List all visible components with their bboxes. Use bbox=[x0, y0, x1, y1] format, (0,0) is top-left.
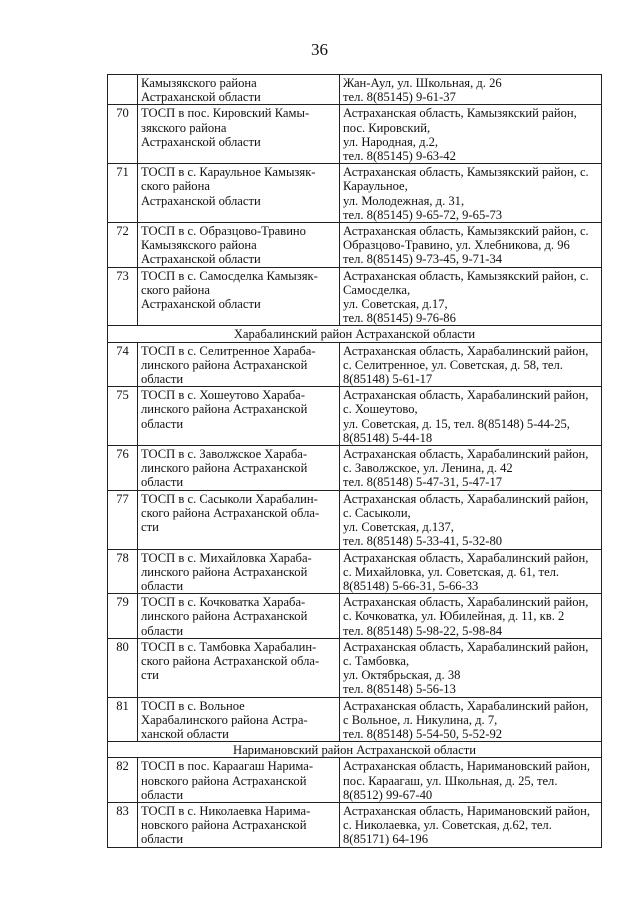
table-row bbox=[108, 594, 602, 639]
row-number: 80 bbox=[108, 638, 138, 697]
office-name-line: ханской области bbox=[141, 726, 229, 741]
office-address-line: ул. Советская, д.17, bbox=[343, 297, 448, 312]
office-address-line: с. Заволжское, ул. Ленина, д. 42 bbox=[343, 461, 513, 476]
office-name-line: Астраханской области bbox=[141, 297, 261, 312]
office-address-line: пос. Караагаш, ул. Школьная, д. 25, тел. bbox=[343, 773, 558, 788]
office-name-line: Астраханской области bbox=[141, 90, 261, 105]
row-number: 74 bbox=[108, 342, 138, 387]
table-row bbox=[108, 758, 602, 803]
office-address-line: тел. 8(85148) 5-56-13 bbox=[343, 682, 456, 697]
office-address-line: с. Селитренное, ул. Советская, д. 58, тел. bbox=[343, 357, 563, 372]
office-address-line: ул. Молодежная, д. 31, bbox=[343, 193, 465, 208]
office-address-line: ул. Народная, д.2, bbox=[343, 134, 439, 149]
table-row bbox=[108, 446, 602, 491]
office-name-line: ТОСП в с. Заволжское Хараба- bbox=[141, 447, 308, 462]
row-number bbox=[108, 75, 138, 105]
office-name-line: новского района Астраханской bbox=[141, 818, 307, 833]
office-address-line: 8(85171) 64-196 bbox=[343, 832, 428, 847]
office-address-line: ул. Советская, д. 15, тел. 8(85148) 5-44-25, bbox=[343, 416, 570, 431]
office-address-line: тел. 8(85145) 9-63-42 bbox=[343, 149, 456, 164]
office-name-line: линского района Астраханской bbox=[141, 461, 308, 476]
office-name-line: ского района bbox=[141, 282, 210, 297]
office-address-line: 8(85148) 5-61-17 bbox=[343, 372, 433, 387]
office-address-line: тел. 8(85145) 9-76-86 bbox=[343, 311, 456, 326]
office-name-cell bbox=[138, 387, 340, 446]
office-name-line: Харабалинского района Астра- bbox=[141, 712, 308, 727]
office-name-line: линского района Астраханской bbox=[141, 609, 308, 624]
office-name-line: области bbox=[141, 832, 184, 847]
office-name-line: новского района Астраханской bbox=[141, 773, 307, 788]
office-name-line: Астраханской области bbox=[141, 252, 261, 267]
table-row bbox=[108, 490, 602, 549]
row-number: 82 bbox=[108, 758, 138, 803]
office-name-line: ТОСП в с. Тамбовка Харабалин- bbox=[141, 639, 317, 654]
office-address-line: Астраханская область, Наримановский район, bbox=[343, 803, 591, 818]
office-address-line: Астраханская область, Харабалинский район, bbox=[343, 491, 589, 506]
table-row bbox=[108, 638, 602, 697]
office-address-line: Астраханская область, Харабалинский район, bbox=[343, 343, 589, 358]
office-address-line: 8(8512) 99-67-40 bbox=[343, 787, 433, 802]
office-address-line: ул. Советская, д.137, bbox=[343, 520, 454, 535]
office-address-line: тел. 8(85148) 5-47-31, 5-47-17 bbox=[343, 475, 503, 490]
office-name-line: ТОСП в пос. Караагаш Нарима- bbox=[141, 759, 314, 774]
office-address-cell bbox=[340, 549, 602, 594]
office-name-line: ского района Астраханской обла- bbox=[141, 653, 320, 668]
office-address-line: Астраханская область, Харабалинский район, bbox=[343, 595, 589, 610]
office-address-line: Астраханская область, Харабалинский район, bbox=[343, 698, 589, 713]
office-address-line: Астраханская область, Харабалинский район, bbox=[343, 550, 589, 565]
row-number: 78 bbox=[108, 549, 138, 594]
table-row bbox=[108, 164, 602, 223]
office-address-line: Астраханская область, Камызякский район, с. bbox=[343, 224, 589, 239]
table-row bbox=[108, 387, 602, 446]
office-name-line: ТОСП в с. Самосделка Камызяк- bbox=[141, 268, 318, 283]
office-name-line: линского района Астраханской bbox=[141, 402, 308, 417]
office-name-line: области bbox=[141, 578, 184, 593]
office-address-cell bbox=[340, 387, 602, 446]
row-number: 73 bbox=[108, 267, 138, 326]
office-address-cell bbox=[340, 490, 602, 549]
office-address-cell bbox=[340, 802, 602, 847]
office-name-cell bbox=[138, 802, 340, 847]
office-address-line: тел. 8(85145) 9-61-37 bbox=[343, 90, 456, 105]
office-name-cell bbox=[138, 223, 340, 268]
office-name-line: Астраханской области bbox=[141, 193, 261, 208]
office-name-line: области bbox=[141, 416, 184, 431]
office-name-line: ТОСП в пос. Кировский Камы- bbox=[141, 106, 310, 121]
row-number: 70 bbox=[108, 105, 138, 164]
office-name-cell bbox=[138, 75, 340, 105]
table-row bbox=[108, 697, 602, 742]
office-address-cell bbox=[340, 105, 602, 164]
office-address-line: с Вольное, л. Никулина, д. 7, bbox=[343, 712, 498, 727]
office-name-cell bbox=[138, 267, 340, 326]
office-name-cell bbox=[138, 549, 340, 594]
office-name-line: Камызякского района bbox=[141, 238, 257, 253]
office-name-cell bbox=[138, 697, 340, 742]
office-address-cell bbox=[340, 758, 602, 803]
office-address-line: Самосделка, bbox=[343, 282, 411, 297]
office-address-line: с. Хошеутово, bbox=[343, 402, 418, 417]
office-name-line: ТОСП в с. Селитренное Хараба- bbox=[141, 343, 316, 358]
office-name-line: ТОСП в с. Николаевка Нарима- bbox=[141, 803, 311, 818]
office-address-line: Астраханская область, Камызякский район, с. bbox=[343, 165, 589, 180]
office-name-line: сти bbox=[141, 520, 159, 535]
office-name-line: ского района Астраханской обла- bbox=[141, 505, 320, 520]
office-name-line: ТОСП в с. Сасыколи Харабалин- bbox=[141, 491, 318, 506]
office-address-line: Караульное, bbox=[343, 179, 408, 194]
table-row bbox=[108, 223, 602, 268]
section-title: Харабалинский район Астраханской области bbox=[108, 326, 602, 342]
row-number: 83 bbox=[108, 802, 138, 847]
office-name-cell bbox=[138, 105, 340, 164]
office-name-line: ТОСП в с. Образцово-Травино bbox=[141, 224, 306, 239]
office-name-cell bbox=[138, 342, 340, 387]
office-name-cell bbox=[138, 638, 340, 697]
row-number: 79 bbox=[108, 594, 138, 639]
office-address-line: Образцово-Травино, ул. Хлебникова, д. 96 bbox=[343, 238, 570, 253]
office-name-cell bbox=[138, 758, 340, 803]
office-name-line: сти bbox=[141, 668, 159, 683]
row-number: 71 bbox=[108, 164, 138, 223]
office-address-line: Астраханская область, Камызякский район, bbox=[343, 106, 577, 121]
office-address-line: 8(85148) 5-66-31, 5-66-33 bbox=[343, 578, 479, 593]
row-number: 81 bbox=[108, 697, 138, 742]
row-number: 72 bbox=[108, 223, 138, 268]
row-number: 76 bbox=[108, 446, 138, 491]
table-row bbox=[108, 105, 602, 164]
table-row bbox=[108, 75, 602, 105]
office-address-line: с. Михайловка, ул. Советская, д. 61, тел. bbox=[343, 564, 560, 579]
office-address-line: тел. 8(85148) 5-54-50, 5-52-92 bbox=[343, 726, 503, 741]
section-title: Наримановский район Астраханской области bbox=[108, 742, 602, 758]
office-address-line: с. Сасыколи, bbox=[343, 505, 411, 520]
office-name-line: Камызякского района bbox=[141, 76, 257, 90]
office-address-cell bbox=[340, 446, 602, 491]
office-name-line: ТОСП в с. Караульное Камызяк- bbox=[141, 165, 316, 180]
office-address-line: Астраханская область, Камызякский район, с. bbox=[343, 268, 589, 283]
office-address-cell bbox=[340, 342, 602, 387]
section-row bbox=[108, 742, 602, 758]
table-row bbox=[108, 802, 602, 847]
office-address-line: с. Кочковатка, ул. Юбилейная, д. 11, кв. 2 bbox=[343, 609, 565, 624]
office-address-line: Астраханская область, Харабалинский район, bbox=[343, 639, 589, 654]
office-name-line: зякского района bbox=[141, 120, 227, 135]
office-name-line: ТОСП в с. Вольное bbox=[141, 698, 245, 713]
office-address-line: тел. 8(85145) 9-73-45, 9-71-34 bbox=[343, 252, 503, 267]
office-address-line: ул. Октябрьская, д. 38 bbox=[343, 668, 461, 683]
office-name-line: области bbox=[141, 787, 184, 802]
office-address-cell bbox=[340, 697, 602, 742]
office-name-line: ТОСП в с. Михайловка Хараба- bbox=[141, 550, 312, 565]
office-name-line: ского района bbox=[141, 179, 210, 194]
office-name-cell bbox=[138, 490, 340, 549]
section-row bbox=[108, 326, 602, 342]
office-name-line: ТОСП в с. Хошеутово Хараба- bbox=[141, 388, 305, 403]
office-address-line: 8(85148) 5-44-18 bbox=[343, 430, 433, 445]
address-table bbox=[107, 74, 602, 848]
office-address-cell bbox=[340, 164, 602, 223]
office-address-line: Астраханская область, Харабалинский район, bbox=[343, 447, 589, 462]
office-address-line: Астраханская область, Харабалинский район, bbox=[343, 388, 589, 403]
office-address-line: тел. 8(85148) 5-98-22, 5-98-84 bbox=[343, 623, 503, 638]
office-name-line: ТОСП в с. Кочковатка Хараба- bbox=[141, 595, 306, 610]
office-address-line: с. Николаевка, ул. Советская, д.62, тел. bbox=[343, 818, 552, 833]
office-address-line: тел. 8(85148) 5-33-41, 5-32-80 bbox=[343, 534, 503, 549]
table-row bbox=[108, 549, 602, 594]
office-name-line: области bbox=[141, 623, 184, 638]
office-name-line: Астраханской области bbox=[141, 134, 261, 149]
office-address-cell bbox=[340, 75, 602, 105]
office-address-line: Жан-Аул, ул. Школьная, д. 26 bbox=[343, 76, 502, 90]
office-address-line: Астраханская область, Наримановский район, bbox=[343, 759, 591, 774]
page-number: 36 bbox=[311, 40, 328, 59]
office-address-cell bbox=[340, 594, 602, 639]
row-number: 75 bbox=[108, 387, 138, 446]
office-name-line: линского района Астраханской bbox=[141, 357, 308, 372]
office-address-cell bbox=[340, 638, 602, 697]
table-row bbox=[108, 342, 602, 387]
office-address-line: тел. 8(85145) 9-65-72, 9-65-73 bbox=[343, 207, 503, 222]
office-name-cell bbox=[138, 594, 340, 639]
office-name-cell bbox=[138, 446, 340, 491]
office-address-cell bbox=[340, 223, 602, 268]
office-name-line: области bbox=[141, 372, 184, 387]
office-name-line: линского района Астраханской bbox=[141, 564, 308, 579]
office-address-cell bbox=[340, 267, 602, 326]
office-address-line: с. Тамбовка, bbox=[343, 653, 410, 668]
office-name-cell bbox=[138, 164, 340, 223]
address-table-body bbox=[108, 75, 602, 848]
office-address-line: пос. Кировский, bbox=[343, 120, 431, 135]
row-number: 77 bbox=[108, 490, 138, 549]
office-name-line: области bbox=[141, 475, 184, 490]
table-row bbox=[108, 267, 602, 326]
